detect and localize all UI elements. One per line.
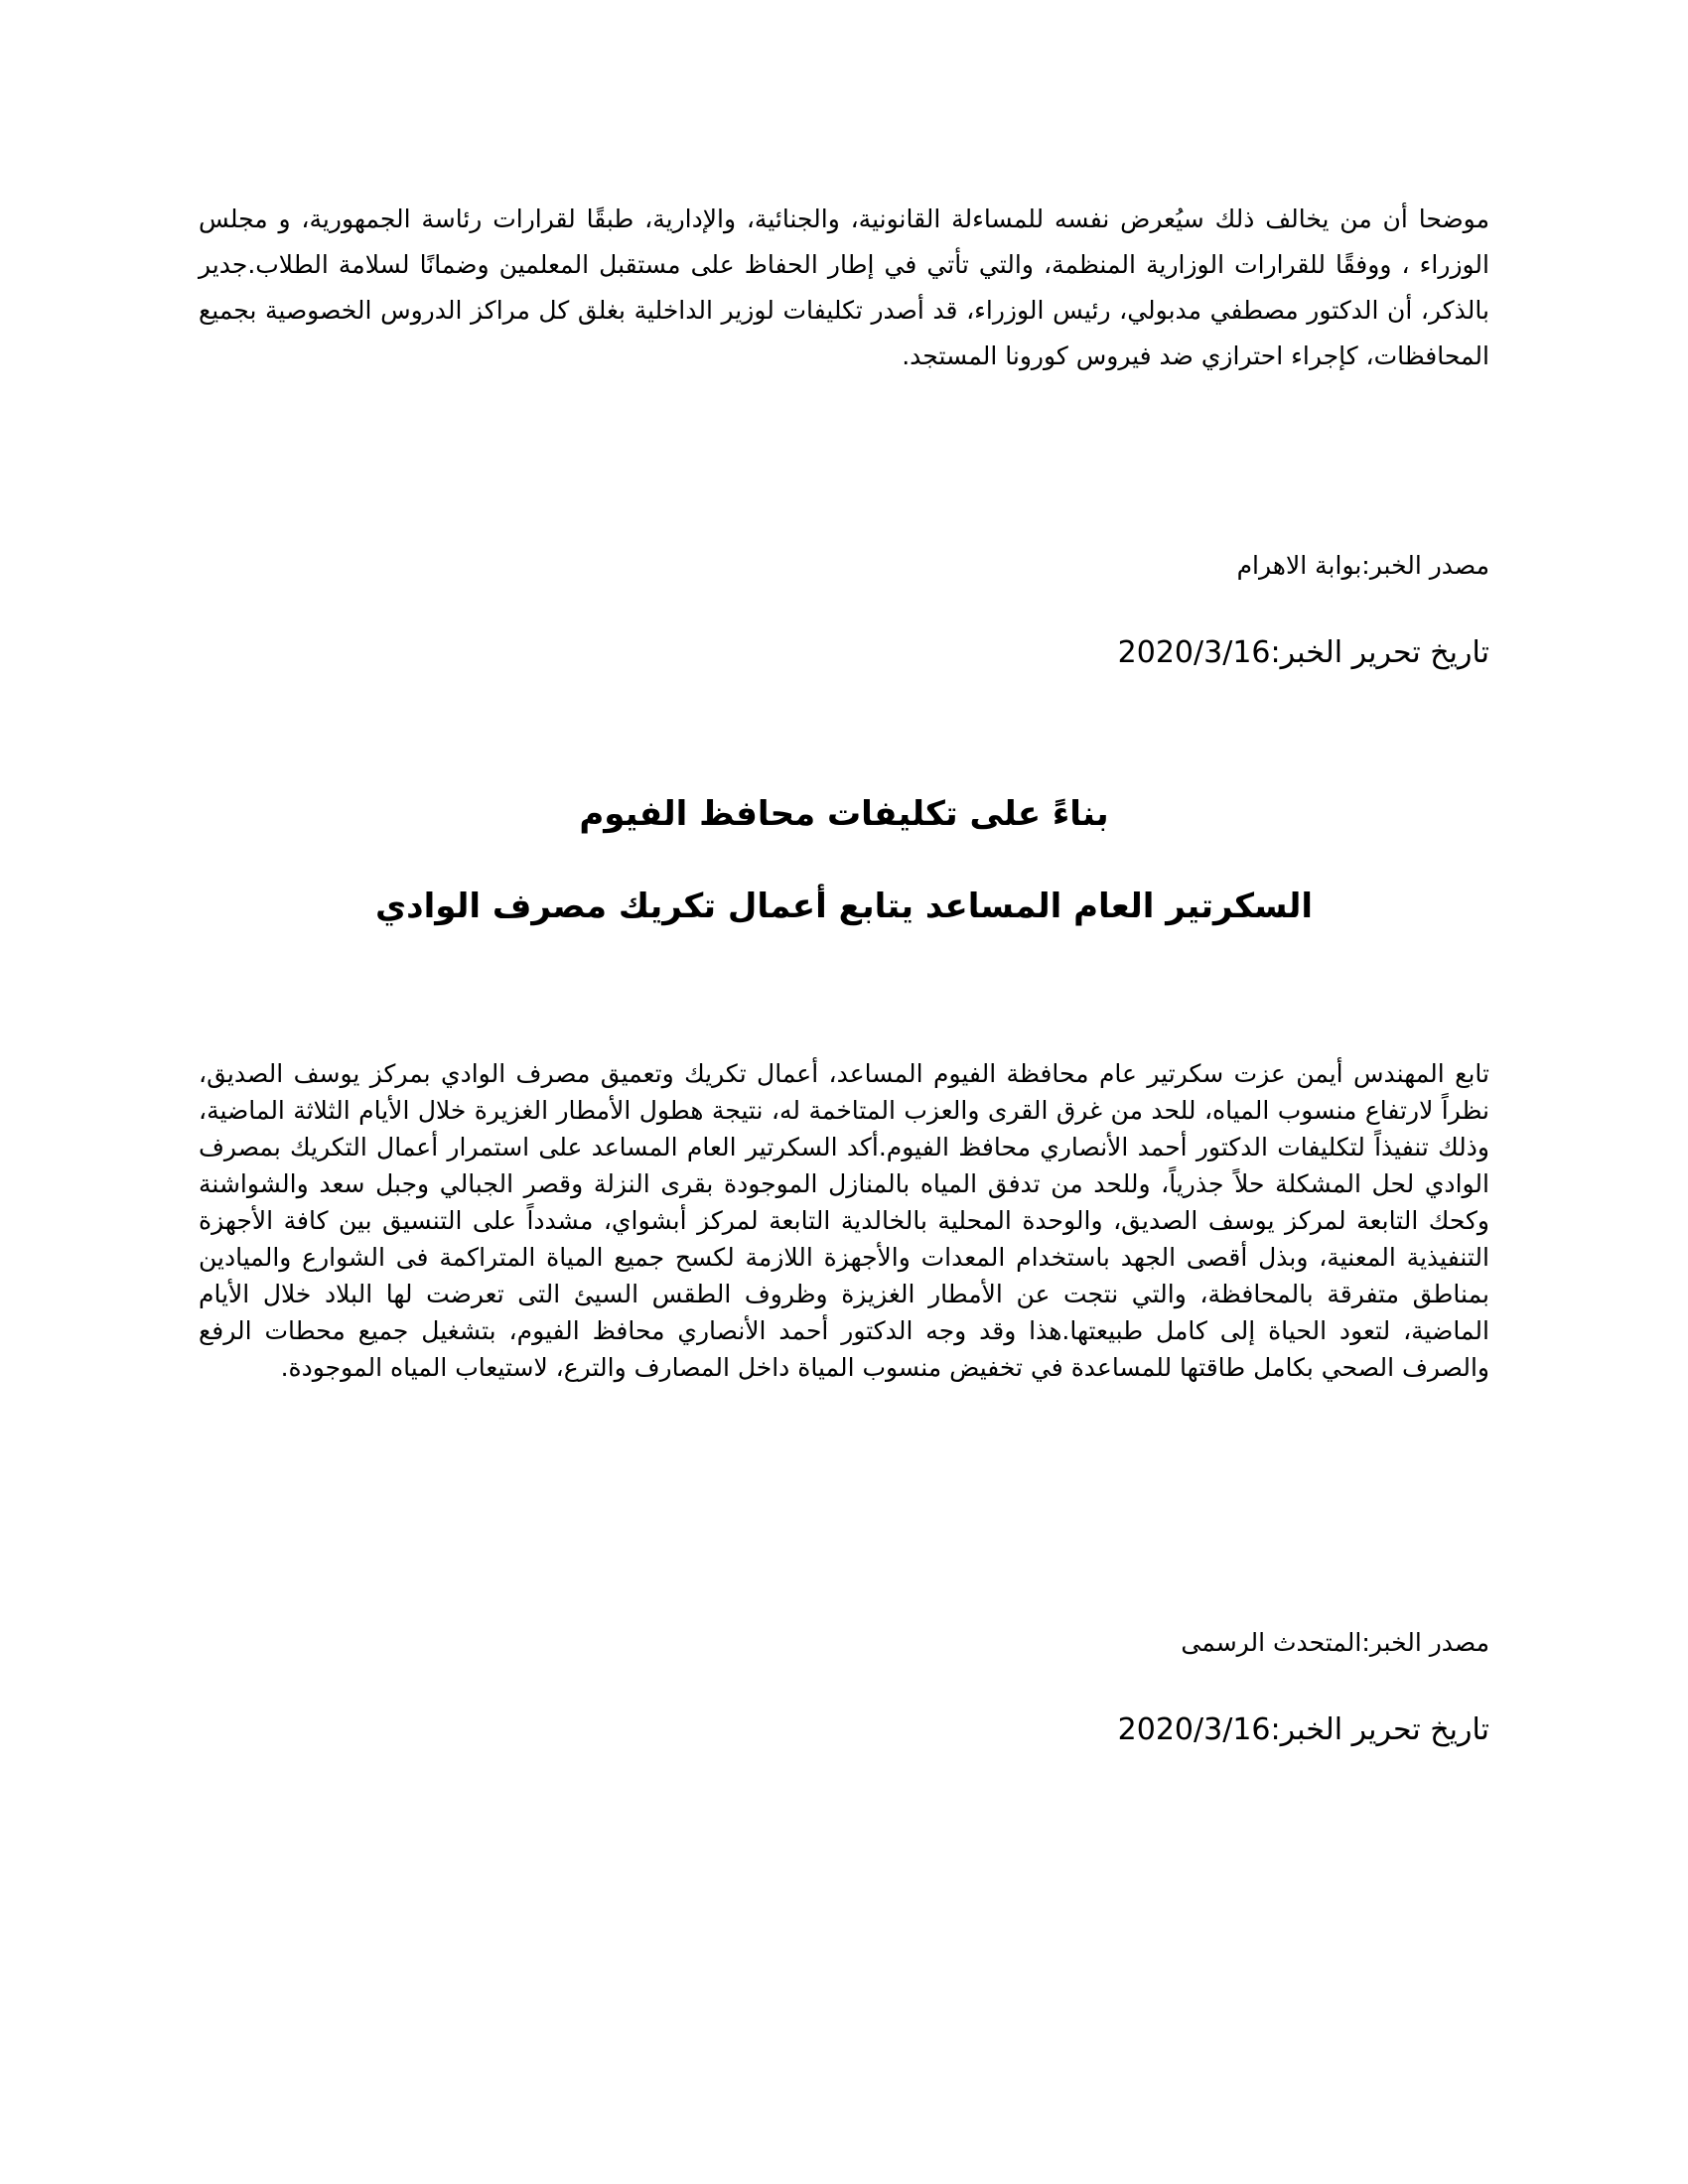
article-1-body: موضحا أن من يخالف ذلك سيُعرض نفسه للمساءلة القانونية، والجنائية، والإدارية، طبقًا لقرارات رئاسة الجمهورية، و مجلس الوزراء ، ووفقًا للقرارات الوزارية المنظمة، والتي تأتي في إطار الحفاظ على مستقبل المعلمين وضمانًا لسلامة الطلاب.جدير بالذكر، أن الدكتور مصطفي مدبولي، رئيس الوزراء، قد أصدر تكليفات لوزير الداخلية بغلق كل مراكز الدروس الخصوصية بجميع المحافظات، كإجراء احترازي ضد فيروس كورونا المستجد. (199, 205, 1489, 370)
article-2-date: تاريخ تحرير الخبر:2020/3/16 (1117, 1712, 1489, 1747)
article-1-source: مصدر الخبر:بوابة الاهرام (1236, 551, 1489, 580)
article-2-body: تابع المهندس أيمن عزت سكرتير عام محافظة الفيوم المساعد، أعمال تكريك وتعميق مصرف الوادي بمركز يوسف الصديق، نظراً لارتفاع منسوب المياه، للحد من غرق القرى والعزب المتاخمة له، نتيجة هطول الأمطار الغزيرة خلال الأيام الثلاثة الماضية، وذلك تنفيذاً لتكليفات الدكتور أحمد الأنصاري محافظ الفيوم.أكد السكرتير العام المساعد على استمرار أعمال التكريك بمصرف الوادي لحل المشكلة حلاً جذرياً، وللحد من تدفق المياه بالمنازل الموجودة بقرى النزلة وقصر الجبالي وجبل سعد والشواشنة وكحك التابعة لمركز يوسف الصديق، والوحدة المحلية بالخالدية التابعة لمركز أبشواي، مشدداً على التنسيق بين كافة الأجهزة التنفيذية المعنية، وبذل أقصى الجهد باستخدام المعدات والأجهزة اللازمة لكسح جميع المياة المتراكمة فى الشوارع والميادين بمناطق متفرقة بالمحافظة، والتي نتجت عن الأمطار الغزيزة وظروف الطقس السيئ التى تعرضت لها البلاد خلال الأيام الماضية، لتعود الحياة إلى كامل طبيعتها.هذا وقد وجه الدكتور أحمد الأنصاري محافظ الفيوم، بتشغيل جميع محطات الرفع والصرف الصحي بكامل طاقتها للمساعدة في تخفيض منسوب المياة داخل المصارف والترع، لاستيعاب المياه الموجودة. (199, 1059, 1489, 1382)
article-2-source: مصدر الخبر:المتحدث الرسمى (1181, 1628, 1489, 1657)
article-2-heading-primary: بناءً على تكليفات محافظ الفيوم (579, 794, 1109, 834)
article-2-heading-secondary: السكرتير العام المساعد يتابع أعمال تكريك مصرف الوادي (375, 887, 1313, 926)
article-1-date: تاريخ تحرير الخبر:2020/3/16 (1117, 635, 1489, 670)
